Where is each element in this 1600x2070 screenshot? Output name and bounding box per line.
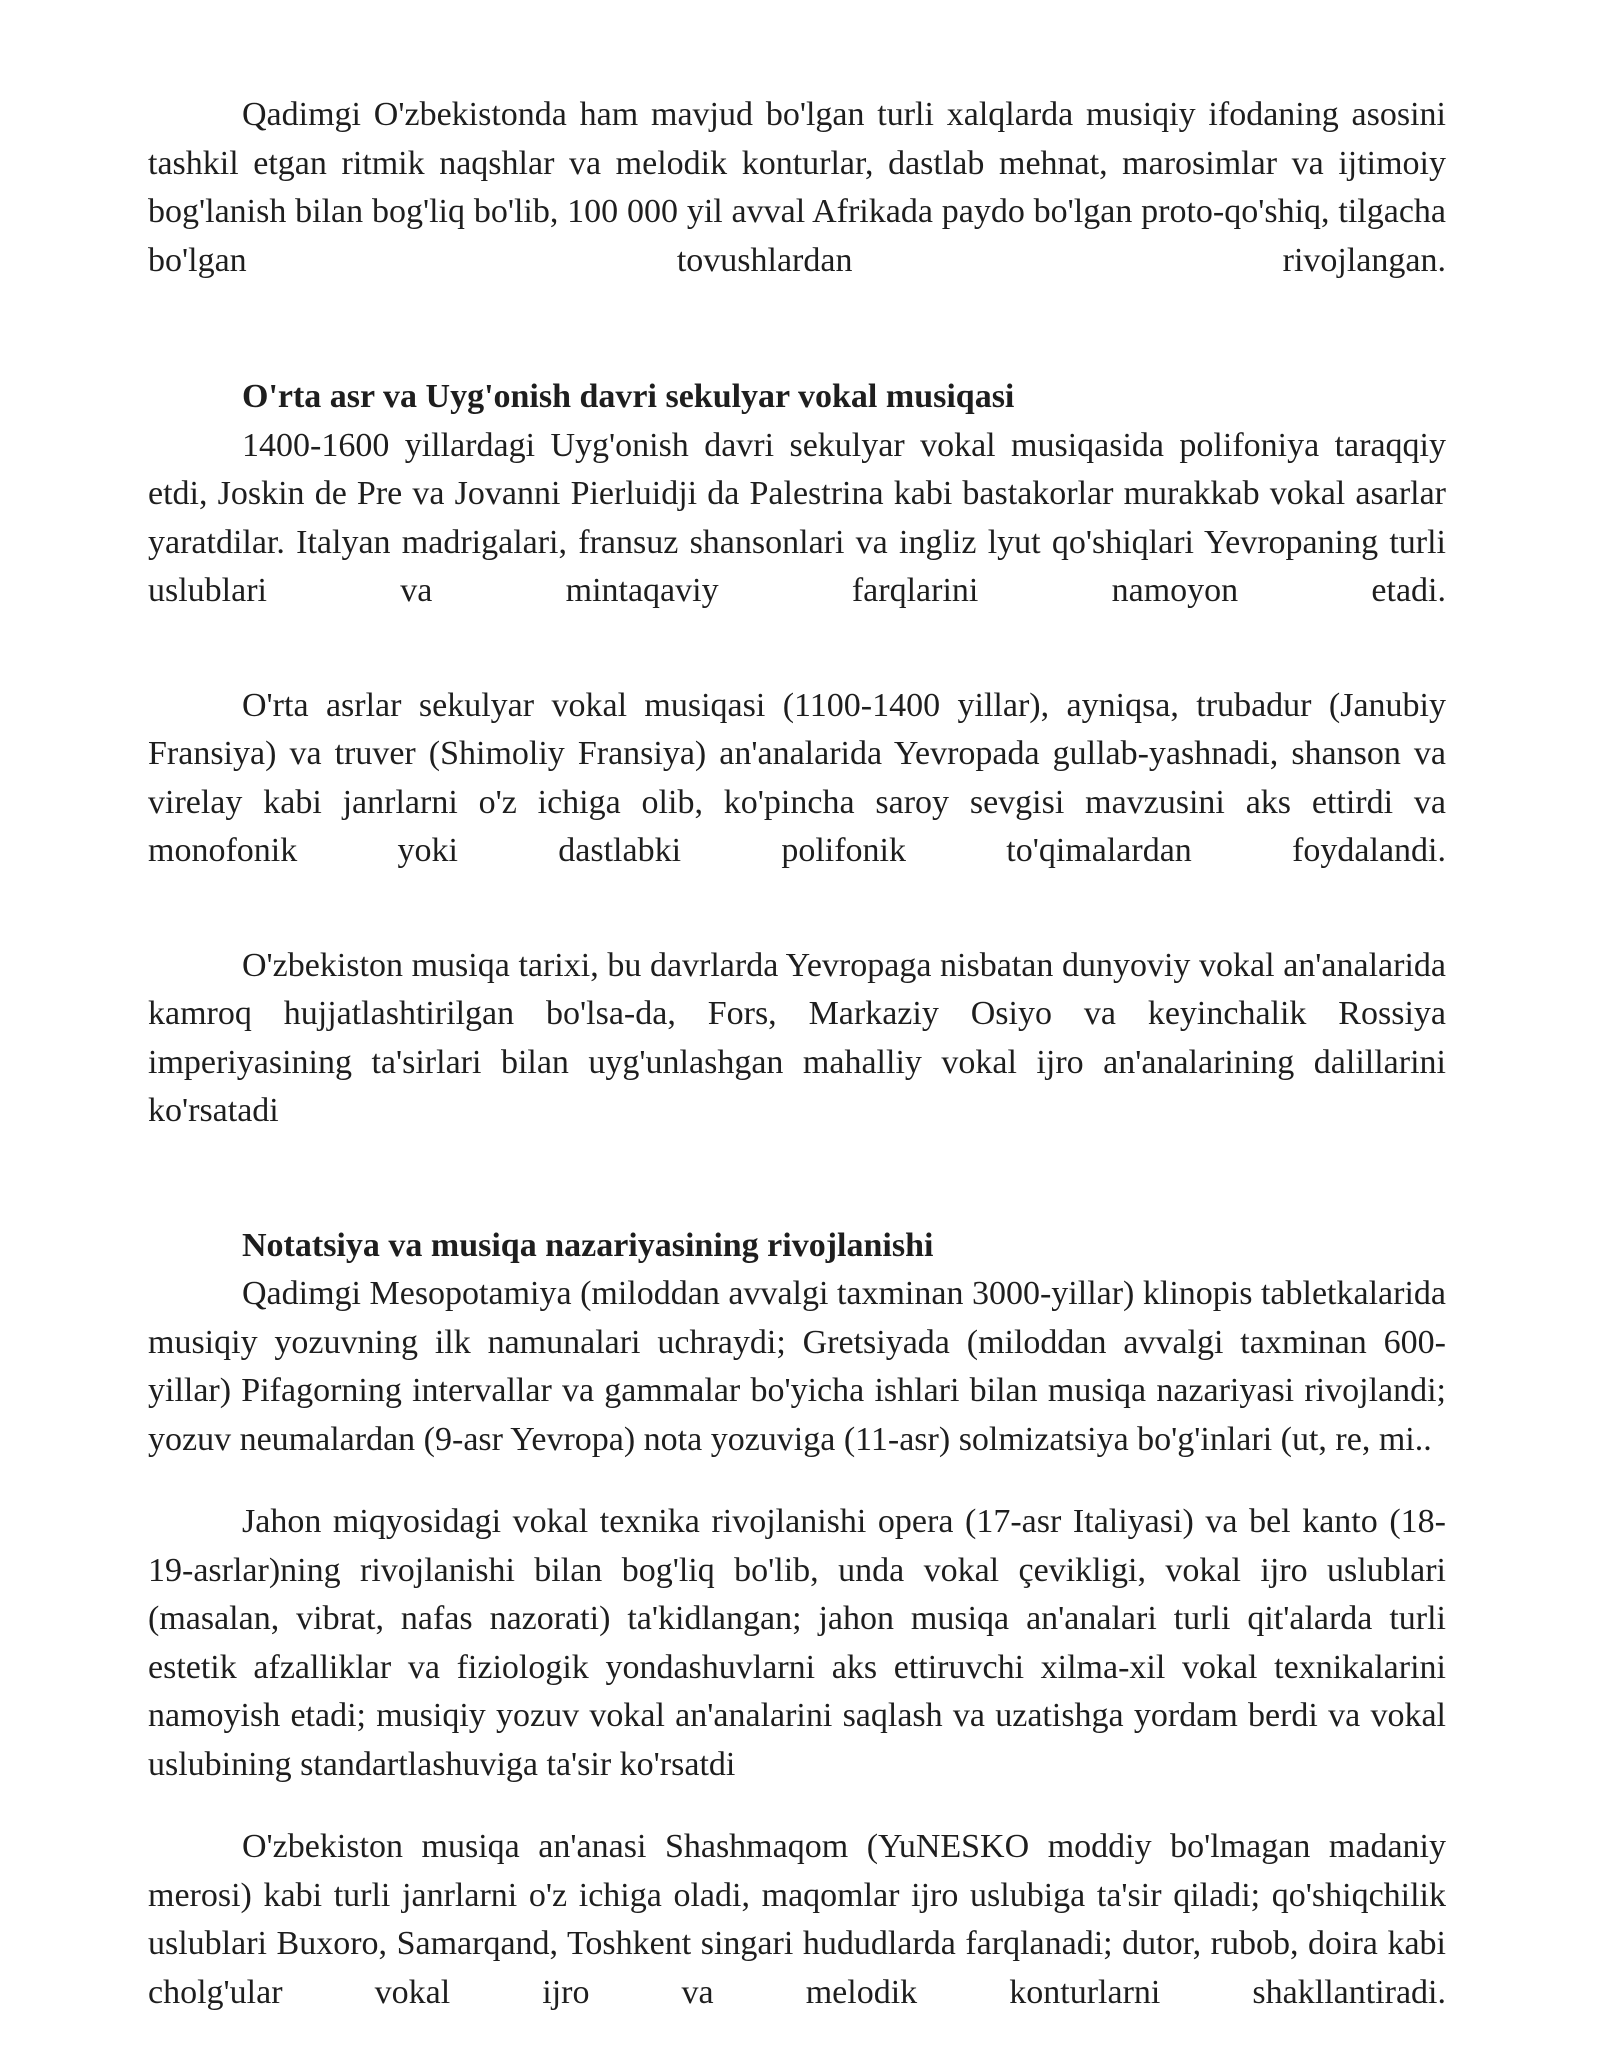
spacer [148,616,1446,682]
paragraph-intro: Qadimgi O'zbekistonda ham mavjud bo'lgan turli xalqlarda musiqiy ifodaning asosini tashkil etgan ritmik naqshlar va melodik konturlar, dastlab mehnat, marosimlar va ijtimoiy bog'lanish bilan bog'liq bo'lib, 100 000 yil avval Afrikada paydo bo'lgan proto-qo'shiq, tilgacha bo'lgan tovushlardan rivojlangan. [148,96,1446,279]
spacer [148,876,1446,942]
paragraph-medieval: O'rta asrlar sekulyar vokal musiqasi (1100-1400 yillar), ayniqsa, trubadur (Janubiy Fransiya) va truver (Shimoliy Fransiya) an'analarida Yevropada gullab-yashnadi, shanson va virelay kabi janrlarni o'z ichiga olib, ko'pincha saroy sevgisi mavzusini aks ettirdi va monofonik yoki dastlabki polifonik to'qimalardan foydalandi. [148,686,1446,869]
document-page [148,91,1446,2017]
paragraph-uzbekistan-history: O'zbekiston musiqa tarixi, bu davrlarda Yevropaga nisbatan dunyoviy vokal an'analarida kamroq hujjatlashtirilgan bo'lsa-da, Fors, Markaziy Osiyo va keyinchalik Rossiya imperiyasining ta'sirlari bilan uyg'unlashgan mahalliy vokal ijro an'analarining dalillarini ko'rsatadi [148,946,1446,1129]
spacer [148,1136,1446,1222]
spacer [148,285,1446,373]
paragraph-mesopotamia: Qadimgi Mesopotamiya (miloddan avvalgi taxminan 3000-yillar) klinopis tabletkalarida musiqiy yozuvning ilk namunalari uchraydi; Gretsiyada (miloddan avvalgi taxminan 600-yillar) Pifagorning intervallar va gammalar bo'yicha ishlari bilan musiqa nazariyasi rivojlandi; yozuv neumalardan (9-asr Yevropa) nota yozuviga (11-asr) solmizatsiya bo'g'inlari (ut, re, mi.. [148,1275,1446,1458]
paragraph-shashmaqom: O'zbekiston musiqa an'anasi Shashmaqom (YuNESKO moddiy bo'lmagan madaniy merosi) kabi turli janrlarni o'z ichiga oladi, maqomlar ijro uslubiga ta'sir qiladi; qo'shiqchilik uslublari Buxoro, Samarqand, Toshkent singari hududlarda farqlanadi; dutor, rubob, doira kabi cholg'ular vokal ijro va melodik konturlarni shakllantiradi. [148,1828,1446,2011]
paragraph-renaissance: 1400-1600 yillardagi Uyg'onish davri sekulyar vokal musiqasida polifoniya taraqqiy etdi, Joskin de Pre va Jovanni Pierluidji da Palestrina kabi bastakorlar murakkab vokal asarlar yaratdilar. Italyan madrigalari, fransuz shansonlari va ingliz lyut qo'shiqlari Yevropaning turli uslublari va mintaqaviy farqlarini namoyon etadi. [148,426,1446,609]
spacer [148,1789,1446,1823]
section-heading-secular-vocal: O'rta asr va Uyg'onish davri sekulyar vokal musiqasi [242,378,1015,415]
section-heading-notation: Notatsiya va musiqa nazariyasining rivojlanishi [242,1226,934,1264]
paragraph-vocal-technique: Jahon miqyosidagi vokal texnika rivojlanishi opera (17-asr Italiyasi) va bel kanto (18-19-asrlar)ning rivojlanishi bilan bog'liq bo'lib, unda vokal çevikligi, vokal ijro uslublari (masalan, vibrat, nafas nazorati) ta'kidlangan; jahon musiqa an'analari turli qit'alarda turli estetik afzalliklar va fiziologik yondashuvlarni aks ettiruvchi xilma-xil vokal texnikalarini namoyish etadi; musiqiy yozuv vokal an'analarini saqlash va uzatishga yordam berdi va vokal uslubining standartlashuviga ta'sir ko'rsatdi [148,1503,1446,1783]
spacer [148,1464,1446,1498]
